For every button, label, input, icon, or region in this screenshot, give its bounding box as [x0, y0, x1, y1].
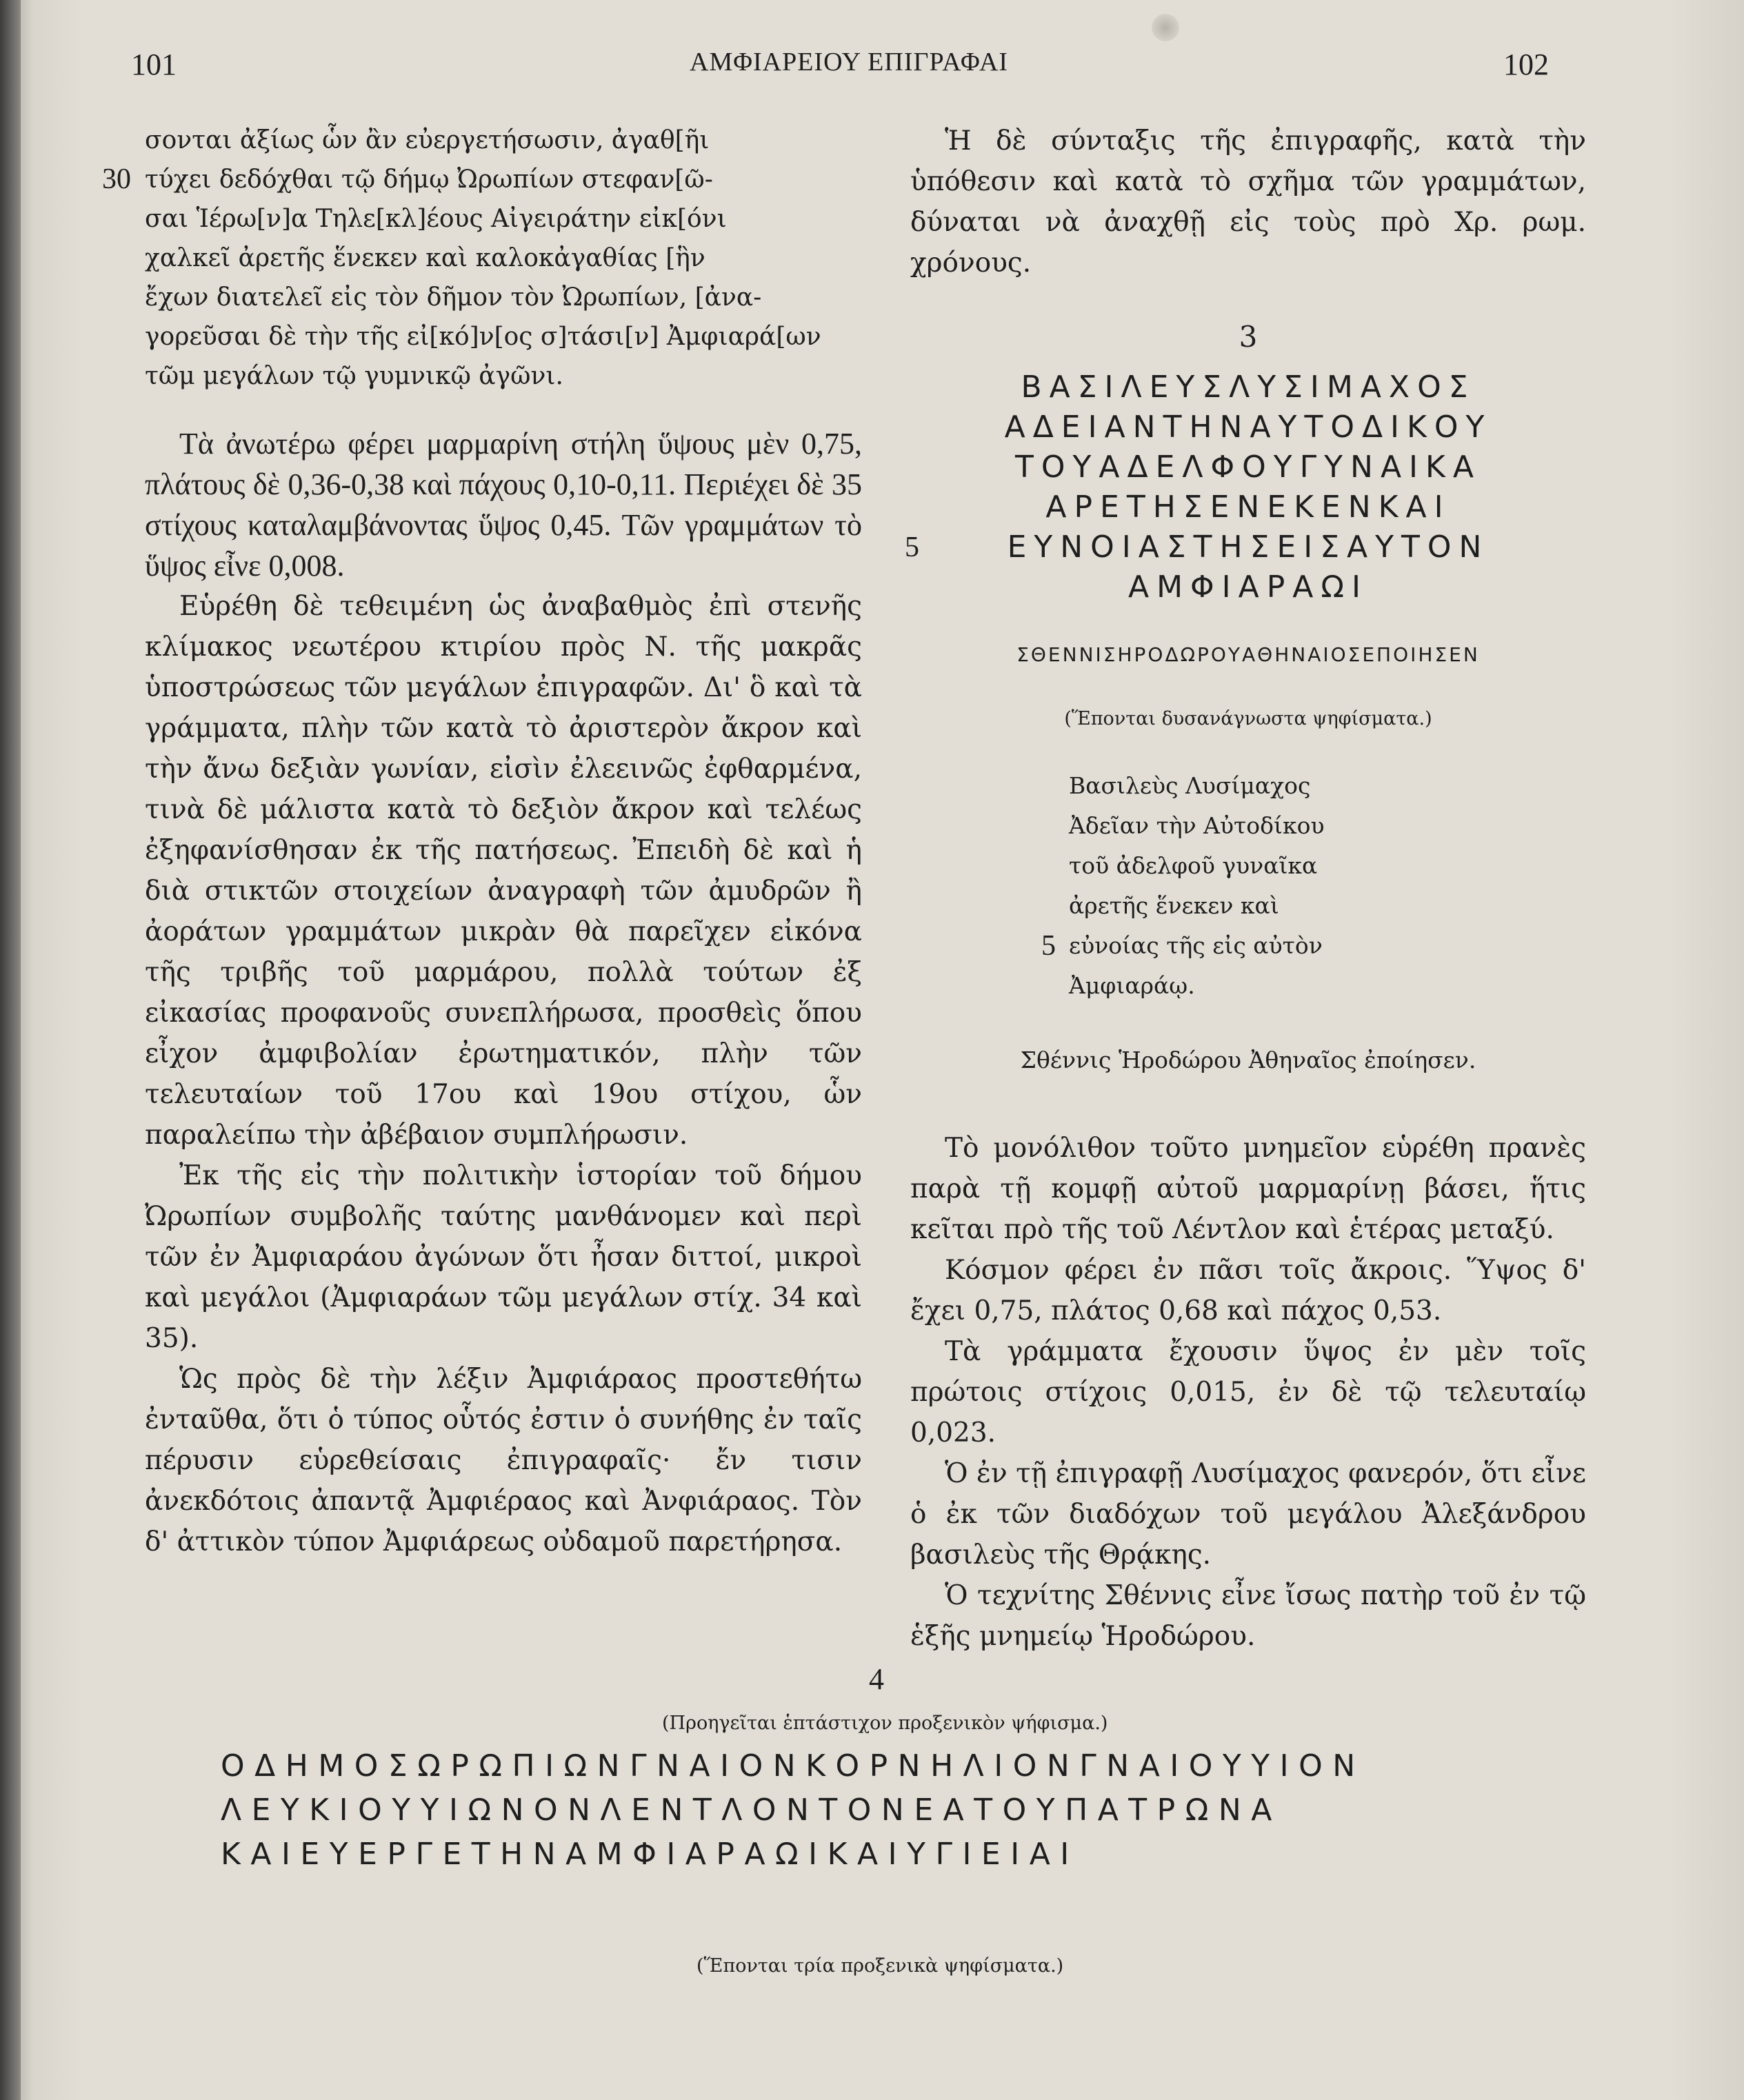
paragraph-dimensions: Τὰ ἀνωτέρω φέρει μαρμαρίνη στήλη ὕψους μὲν 0,75, πλάτους δὲ 0,36-0,38 καὶ πάχους 0,10-0,11. Περιέχει δὲ 35 στίχους καταλαμβάνοντας ὕψος 0,45. Τῶν γραμμάτων τὸ ὕψος εἶνε 0,008. [145, 427, 862, 583]
editorial-note: (Ἕπονται δυσανάγνωστα ψηφίσματα.) [1064, 708, 1432, 729]
inscription-line [145, 356, 862, 396]
transcription-line [1069, 846, 1586, 886]
paragraph-dating: Ἡ δὲ σύνταξις τῆς ἐπιγραφῆς, κατὰ τὴν ὑπόθεσιν καὶ κατὰ τὸ σχῆμα τῶν γραμμάτων, δύναται νὰ ἀναχθῇ εἰς τοὺς πρὸ Χρ. ρωμ. χρόνους. [910, 125, 1586, 279]
inscription-transcription [102, 121, 862, 396]
transcription-line [1069, 766, 1586, 806]
line-text: ΤΟΥΑΔΕΛΦΟΥΓΥΝΑΙΚΑ [1015, 450, 1481, 485]
inscription-capitals-section-4 [221, 1744, 1572, 1877]
transcription-line [1069, 806, 1586, 846]
line-text: χαλκεῖ ἀρετῆς ἕνεκεν καὶ καλοκἀγαθίας [ἣν [145, 244, 705, 272]
book-spine-shadow [0, 0, 21, 2100]
left-column [102, 121, 862, 1562]
line-text: τῶμ μεγάλων τῷ γυμνικῷ ἀγῶνι. [145, 362, 563, 390]
line-text: ΑΜΦΙΑΡΑΩΙ [1127, 569, 1368, 605]
section-heading-4: 4 [869, 1662, 884, 1696]
inscription-line [145, 121, 862, 160]
line-number: 30 [102, 163, 131, 195]
inscription-minuscule-transcription [910, 766, 1586, 1006]
line-text: ΕΥΝΟΙΑΣΤΗΣΕΙΣΑΥΤΟΝ [1007, 529, 1490, 565]
line-text: ΑΡΕΤΗΣΕΝΕΚΕΝΚΑΙ [1045, 489, 1451, 525]
line-text: γορεῦσαι δὲ τὴν τῆς εἰ[κό]ν[ος σ]τάσι[ν] Ἀμφιαρά[ων [145, 323, 821, 351]
inscription-line [145, 317, 862, 356]
line-number: 5 [1041, 930, 1056, 962]
section-heading-3: 3 [1239, 320, 1258, 354]
line-text: Ἀδεῖαν τὴν Αὐτοδίκου [1069, 812, 1325, 839]
line-text: εὐνοίας τῆς εἰς αὐτὸν [1069, 932, 1323, 959]
paragraph-decoration: Κόσμον φέρει ἐν πᾶσι τοῖς ἄκροις. Ὕψος δ' ἔχει 0,75, πλάτος 0,68 καὶ πάχος 0,53. [910, 1255, 1586, 1326]
right-column [905, 121, 1586, 1657]
capitals-line [910, 447, 1586, 487]
line-text: Ἀμφιαράῳ. [1069, 972, 1195, 999]
paragraph-sthennis: Ὁ τεχνίτης Σθέννις εἶνε ἴσως πατὴρ τοῦ ἐν τῷ ἑξῆς μνημείῳ Ἡροδώρου. [910, 1580, 1586, 1652]
line-number: 5 [905, 532, 927, 563]
capitals-line: ΟΔΗΜΟΣΩΡΩΠΙΩΝΓΝΑΙΟΝΚΟΡΝΗΛΙΟΝΓΝΑΙΟΥΥΙΟΝ [221, 1748, 1365, 1784]
capitals-line [910, 487, 1586, 527]
running-head: ΑΜΦΙΑΡΕΙΟΥ ΕΠΙΓΡΑΦΑΙ [690, 48, 1009, 77]
inscription-line [145, 278, 862, 317]
paragraph-history: Ἐκ τῆς εἰς τὴν πολιτικὴν ἱστορίαν τοῦ δήμου Ὠρωπίων συμβολῆς ταύτης μανθάνομεν καὶ περὶ τῶν ἐν Ἀμφιαράου ἀγώνων ὅτι ἦσαν διττοί, μικροὶ καὶ μεγάλοι (Ἀμφιαράων τῶμ μεγάλων στίχ. 34 καὶ 35). [145, 1160, 862, 1354]
inscription-line [102, 160, 862, 199]
line-text: σαι Ἱέρω[ν]α Τηλε[κλ]έους Αἰγειράτην εἰκ[όνι [145, 205, 727, 233]
line-text: ΑΔΕΙΑΝΤΗΝΑΥΤΟΔΙΚΟΥ [1004, 410, 1492, 445]
transcription-line [1069, 966, 1586, 1006]
artist-signature-transcription: Σθέννις Ἡροδώρου Ἀθηναῖος ἐποίησεν. [1020, 1047, 1476, 1073]
inscription-capitals [905, 367, 1586, 607]
editorial-note-following: (Ἕπονται τρία προξενικὰ ψηφίσματα.) [696, 1955, 1064, 1977]
inscription-line [145, 199, 862, 239]
capitals-line [910, 567, 1586, 607]
artist-signature-capitals: ΣΘΕΝΝΙΣΗΡΟΔΩΡΟΥΑΘΗΝΑΙΟΣΕΠΟΙΗΣΕΝ [1016, 643, 1480, 666]
line-text: ἔχων διατελεῖ εἰς τὸν δῆμον τὸν Ὠρωπίων, [ἀνα- [145, 283, 762, 312]
line-text: ΒΑΣΙΛΕΥΣΛΥΣΙΜΑΧΟΣ [1021, 370, 1476, 405]
paragraph-letter-height: Τὰ γράμματα ἔχουσιν ὕψος ἐν μὲν τοῖς πρώτοις στίχοις 0,015, ἐν δὲ τῷ τελευταίῳ 0,023. [910, 1336, 1586, 1448]
capitals-line [905, 527, 1586, 567]
paper-stain [1152, 14, 1179, 41]
transcription-line [1041, 926, 1586, 966]
page-number-left: 101 [131, 48, 177, 81]
line-text: ἀρετῆς ἕνεκεν καὶ [1069, 892, 1279, 919]
line-text: τοῦ ἀδελφοῦ γυναῖκα [1069, 852, 1318, 879]
editorial-note-preceding: (Προηγεῖται ἑπτάστιχον προξενικὸν ψήφισμα.) [662, 1713, 1108, 1734]
paragraph-monument: Τὸ μονόλιθον τοῦτο μνημεῖον εὑρέθη πρανὲς παρὰ τῇ κομφῇ αὐτοῦ μαρμαρίνῃ βάσει, ἥτις κεῖται πρὸ τῆς τοῦ Λέντλον καὶ ἑτέρας μεταξύ. [910, 1133, 1586, 1245]
paragraph-amphiaraos-name: Ὡς πρὸς δὲ τὴν λέξιν Ἀμφιάραος προστεθήτω ἐνταῦθα, ὅτι ὁ τύπος οὗτός ἐστιν ὁ συνήθης ἐν ταῖς πέρυσιν εὑρεθείσαις ἐπιγραφαῖς· ἔν τισιν ἀνεκδότοις ἀπαντᾷ Ἀμφιέραος καὶ Ἀνφιάραος. Τὸν δ' ἀττικὸν τύπον Ἀμφιάρεως οὐδαμοῦ παρετήρησα. [145, 1364, 862, 1557]
transcription-line [1069, 886, 1586, 926]
page-number-right: 102 [1503, 48, 1549, 81]
capitals-line [910, 407, 1586, 447]
paragraph-findspot: Εὑρέθη δὲ τεθειμένη ὡς ἀναβαθμὸς ἐπὶ στενῆς κλίμακος νεωτέρου κτιρίου πρὸς Ν. τῆς μακρᾶς ὑποστρώσεως τῶν μεγάλων ἐπιγραφῶν. Δι' ὃ καὶ τὰ γράμματα, πλὴν τῶν κατὰ τὸ ἀριστερὸν ἄκρον καὶ τὴν ἄνω δεξιὰν γωνίαν, εἰσὶν ἐλεεινῶς ἐφθαρμένα, τινὰ δὲ μάλιστα κατὰ τὸ δεξιὸν ἄκρον καὶ τελέως ἐξηφανίσθησαν ἐκ τῆς πατήσεως. Ἐπειδὴ δὲ καὶ ἡ διὰ στικτῶν στοιχείων ἀναγραφὴ τῶν ἀμυδρῶν ἢ ἀοράτων γραμμάτων μικρὰν θὰ παρεῖχεν εἰκόνα τῆς τριβῆς τοῦ μαρμάρου, πολλὰ τούτων ἐξ εἰκασίας προφανοῦς συνεπλήρωσα, προσθεὶς ὅπου εἶχον ἀμφιβολίαν ἐρωτηματικόν, πλὴν τῶν τελευταίων τοῦ 17ου καὶ 19ου στίχου, ὧν παραλείπω τὴν ἀβέβαιον συμπλήρωσιν. [145, 591, 862, 1151]
capitals-line: ΛΕΥΚΙΟΥΥΙΩΝΟΝΛΕΝΤΛΟΝΤΟΝΕΑΤΟΥΠΑΤΡΩΝΑ [221, 1793, 1282, 1828]
line-text: σονται ἀξίως ὧν ἂν εὐεργετήσωσιν, ἀγαθ[ῆι [145, 126, 710, 154]
paragraph-lysimachos: Ὁ ἐν τῇ ἐπιγραφῇ Λυσίμαχος φανερόν, ὅτι εἶνε ὁ ἐκ τῶν διαδόχων τοῦ μεγάλου Ἀλεξάνδρου βασιλεὺς τῆς Θρᾴκης. [910, 1458, 1586, 1571]
line-text: Βασιλεὺς Λυσίμαχος [1069, 772, 1311, 799]
capitals-line [910, 367, 1586, 407]
line-text: τύχει δεδόχθαι τῷ δήμῳ Ὠρωπίων στεφαν[ῶ- [145, 165, 713, 194]
inscription-line [145, 239, 862, 278]
capitals-line: ΚΑΙΕΥΕΡΓΕΤΗΝΑΜΦΙΑΡΑΩΙΚΑΙΥΓΙΕΙΑΙ [221, 1837, 1079, 1872]
